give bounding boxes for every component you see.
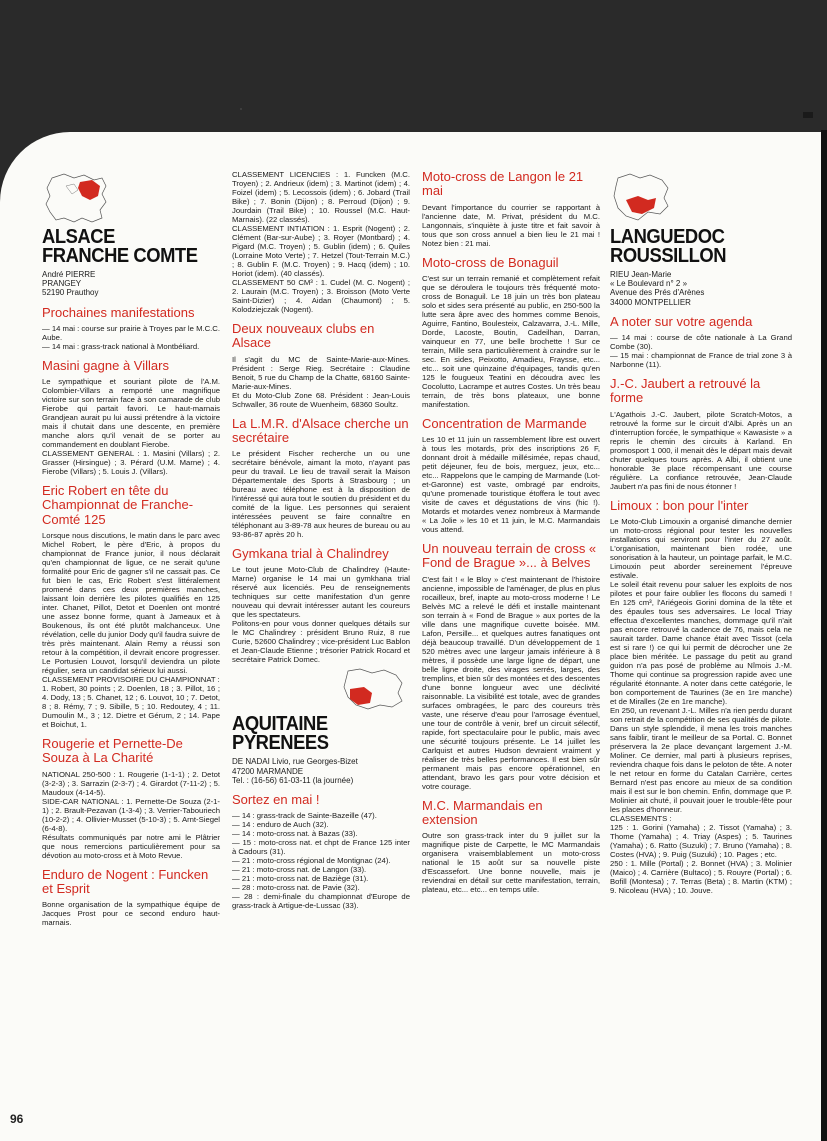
section-heading: Enduro de Nogent : Funcken et Esprit (42, 866, 209, 896)
section-heading: Prochaines manifestations (42, 304, 195, 320)
column-alsace (42, 172, 220, 930)
column-aquitaine (422, 170, 600, 897)
section-heading: Gymkana trial à Chalindrey (232, 546, 389, 562)
article-text: C'est sur un terrain remanié et complètement refait que se déroulera le toujours très fréquenté moto-cross de Bonaguil. Le 18 juin un très bon plateau solo et sides sera présenté au public, en 250-500 la lutte sera âpre avec des hommes comme Benois, Aguirre, Fantino, Boulesteix, Calzavarra, J.-L. Mille, Dorde, Lacoste, Boutin, Cadeilhan, Darran, vainqueur en 77, une belle brochette ! Sur ce terrain, Mille sera particulièrement à craindre sur le sec. En sides, Peixotto, Amadieu, Fraysse, etc... etc... soit une quinzaine d'équipages, tandis qu'en 125 le fougueux Teatini en découdra avec les Cocolutto, Lacrampe et autres Costes. Un très beau terrain, de très bons plateaux, une bonne manifestation. (422, 273, 600, 409)
article-text: C'est fait ! « le Bloy » c'est maintenant de l'histoire ancienne, impossible de l'aménager, de plus en plus rocailleux, bref, inapte au moto-cross moderne ! Le Belvès MC a relevé le défi et installe maintenant son terrain à « Fond de Brague » aux portes de la ville dans une magnifique cuvette boisée. MM. Lafon, Persille... et quelques autres fanatiques ont déjà beaucoup travaillé. D'un développement de 1 520 mètres avec une largeur jamais inférieure à 8 mètres, il possède une large ligne de départ, une belle ligne droite, des virages serrés, larges, des tremplins, et bien sûr des montées et des descentes d'une bonne longueur avec une déclivité raisonnable. La visibilité est totale, avec de grandes surfaces ombragées, le parc des coureurs très vaste, une réserve d'eau pour l'arrosage éventuel, une tour de contrôle à venir, bref un circuit sélectif, rapide, fort spectaculaire pour le public, mais avec une sécurité toujours présente. Le 14 juillet les Carlquist et autres Hudson devraient vraiment y réaliser de très belles performances. Il est bien sûr permanent mais pas encore opérationnel, en attendant, bravo les gars pour votre décision et votre courage. (422, 574, 600, 791)
article-text: — 14 mai : course de côte nationale à La Grand Combe (30). — 15 mai : championnat de France de trial zone 3 à Narbonne (11). (610, 333, 792, 370)
column-alsace-continued (232, 170, 410, 913)
correspondent-address: DE NADAI Livio, rue Georges-Bizet 47200 MARMANDE Tel. : (16-56) 61-03-11 (la journée) (232, 757, 358, 785)
article-text: Lorsque nous discutions, le matin dans le parc avec Michel Robert, le père d'Eric, à propos du championnat de France junior, il nous déclarait qu'en championnat de ligue, ce ne serait qu'une formalité pour Eric de gagner s'il ne cassait pas. Ce fut bien le cas, Eric Robert s'est littéralement promené dans ces deux premières manches, laissant loin derrière les pilotes qualifiés en 125 inter. Chanet, Pillot, Detot et Doenlen ont montré une assez bonne forme, quant à Jameaux et à Boukenous, ils ont été plutôt malchanceux. Une révélation, celle du junior Dody qu'il faudra suivre de très près maintenant. Alain Remy a réussi son retour à la compétition, il devrait encore progresser. Le Portusien Louvot, lorsqu'il deviendra un pilote régulier, sera un candidat sérieux lui aussi. CLASSEMENT PROVISOIRE DU CHAMPIONNAT : 1. Robert, 30 points ; 2. Doenlen, 18 ; 3. Pillot, 16 ; 4. Dody, 13 ; 5. Chanet, 12 ; 6. Louvot, 10 ; 7. Detot, 8 ; 8. Rémy, 7 ; 9. Sibille, 5 ; 10. Redoutey, 4 ; 11. Dumoulin M., 3 ; 12. Dietre et Gérum, 2 ; 14. Pape et Boichut, 1. (42, 531, 220, 730)
alsace-map-icon (44, 172, 110, 224)
article-text: Le tout jeune Moto-Club de Chalindrey (Haute-Marne) organise le 14 mai un gymkhana trial réservé aux licenciés. Peu de renseignements techniques sur cette manifestation d'un genre nouveau qui devrait intéresser autant les coureurs que les spectateurs. Politons-en pour vous donner quelques détails sur le MC Chalindrey : président Bruno Ruiz, 8 rue Curie, 52600 Chalindrey ; vice-président Luc Bablon et Jean-Claude Etienne ; trésorier Patrick Rocard et secrétaire Patrick Domec. (232, 565, 410, 665)
column-languedoc (610, 172, 792, 898)
article-text: — 14 : grass-track de Sainte-Bazeille (47). — 14 : enduro de Auch (32). — 14 : moto-cross nat. à Bazas (33). — 15 : moto-cross nat. et chpt de France 125 inter à Cadours (31). — 21 : moto-cross régional de Montignac (24). — 21 : moto-cross nat. de Langon (33). — 21 : moto-cross nat. de Baziège (31). — 28 : moto-cross nat. de Pavie (32). — 28 : demi-finale du championnat d'Europe de grass-track à Artigue-de-Lussac (33). (232, 811, 410, 911)
aquitaine-map-icon (342, 667, 406, 711)
article-text: Le Moto-Club Limouxin a organisé dimanche dernier un moto-cross régional pour tester les nouvelles installations qui serviront pour l'inter du 27 août. L'organisation, maintenant bien rodée, une sonorisation à la hauteur, un pointage parfait, le M.C. Limouxin peut aborder sereinement l'épreuve estivale. Le soleil était revenu pour saluer les exploits de nos pilotes et pour faire oublier les flocons du samedi ! En 125 cm³, l'Ariégeois Gorini domina de la tête et des épaules tous ses adversaires. Le local Triay effectua d'excellentes manches, dommage qu'il n'ait pas encore retrouvé la cadence de 76, mais cela ne saurait tarder. Dame chance était avec Tissot (cela est si rare !) ce qui lui permit de décrocher une 2e place bien méritée. Le passage du petit au grand guidon n'a pas posé de problème au Nîmois J.-M. Thome qui continue sa progression rapide avec une régularité étonnante. A noter dans cette catégorie, le bon comportement de Taurines (3e en 1re manche) et de Miralles (2e en 1re manche). En 250, un revenant J.-L. Milles n'a rien perdu durant son retrait de la compétition de ses qualités de pilote. Dans un style splendide, il mena les trois manches sans faiblir, tirant le meilleur de sa Portal. C. Bonnet préservera la 2e place devançant largement J.-M. Moliner. Ce dernier, mal parti à plusieurs reprises, reviendra chaque fois dans le peloton de tête. A noter le net retour en forme du Catalan Carrière, certes Bernard n'est pas encore au mieux de sa condition mais il est sur le bon chemin. Enfin, dommage que P. Molinier ait chuté, il pouvait jouer le trouble-fête pour les places d'honneur. CLASSEMENTS : 125 : 1. Gorini (Yamaha) ; 2. Tissot (Yamaha) ; 3. Thome (Yamaha) ; 4. Triay (Aspes) ; 5. Taurines (Yamaha) ; 6. Ratto (Suzuki) ; 7. Bruno (Yamaha) ; 8. Costes (HVA) ; 9. Puig (Suzuki) ; 10. Pages ; etc. 250 : 1. Mille (Portal) ; 2. Bonnet (HVA) ; 3. Molinier (Maico) ; 4. Carrière (Bultaco) ; 5. Rouyre (Portal) ; 6. Bofill (Montesa) ; 7. Terras (Beta) ; 8. Martin (KTM) ; 9. Nicoleau (HVA) ; 10. Jouve. (610, 516, 792, 895)
section-heading: Sortez en mai ! (232, 792, 320, 808)
article-text: Devant l'importance du courrier se rapportant à l'ancienne date, M. Privat, président du M.C. Langonnais, s'inquiète à juste titre et fait savoir à tous que son cross annuel a bien lieu le 21 mai ! Notez bien : 21 mai. (422, 202, 600, 248)
article-text: — 14 mai : course sur prairie à Troyes par le M.C.C. Aube. — 14 mai : grass-track national à Montbéliard. (42, 323, 220, 351)
region-title: AQUITAINE PYRENEES (232, 713, 329, 755)
page-number: 96 (10, 1112, 24, 1126)
section-heading: Concentration de Marmande (422, 415, 587, 431)
section-heading: Limoux : bon pour l'inter (610, 497, 749, 513)
section-heading: A noter sur votre agenda (610, 313, 753, 329)
section-heading: Moto-cross de Bonaguil (422, 254, 559, 270)
correspondent-address: André PIERRE PRANGEY 52190 Prauthoy (42, 270, 99, 298)
languedoc-map-icon (612, 172, 672, 224)
section-heading: Moto-cross de Langon le 21 mai (422, 169, 584, 199)
section-heading: J.-C. Jaubert a retrouvé la forme (610, 376, 761, 406)
article-text: Il s'agit du MC de Sainte-Marie-aux-Mines. Président : Serge Rieg. Secrétaire : Claudine Benoit, 5 rue du Champ de la Chatte, 68160 Sainte-Marie-aux-Mines. Et du Moto-Club Zone 68. Président : Jean-Louis Schwaller, 36 route de Wuenheim, 68360 Soultz. (232, 354, 410, 409)
region-title: ALSACE FRANCHE COMTE (42, 226, 198, 267)
section-heading: Eric Robert en tête du Championnat de Franche-Comté 125 (42, 483, 194, 527)
article-text: NATIONAL 250-500 : 1. Rougerie (1-1-1) ; 2. Detot (3-2-3) ; 3. Sarrazin (2-3-7) ; 4. Girardot (7-11-2) ; 5. Maudoux (4-14-5). SIDE-CAR NATIONAL : 1. Pernette-De Souza (2-1-1) ; 2. Brault-Pezavan (1-3-4) ; 3. Verrier-Tabouriech (10-2-2) ; 4. Ollivier-Musset (5-10-3) ; 5. Arnt-Siegel (6-4-8). Résultats communiqués par notre ami le Plâtrier que nous remercions particulièrement pour sa dévotion au moto-cross et à Moto Revue. (42, 769, 220, 860)
region-title: LANGUEDOC ROUSSILLON (610, 226, 727, 267)
article-text: L'Agathois J.-C. Jaubert, pilote Scratch-Motos, a retrouvé la forme sur le circuit d'Albi. Après un an d'interruption forcée, le sympathique « Kawasiste » a repris le chemin des circuits à Karland. En promosport 1 000, il menait dès le départ mais devait chuter quelques tours après. A Albi, il obtient une honorable 3e place récompensant une course régulière. La confiance retrouvée, Jean-Claude Jaubert n'a pas fini de nous étonner ! (610, 409, 792, 491)
section-heading: La L.M.R. d'Alsace cherche un secrétaire (232, 415, 409, 445)
correspondent-address: RIEU Jean-Marie « Le Boulevard n° 2 » Avenue des Prés d'Arènes 34000 MONTPELLIER (610, 270, 705, 307)
corner-mark (803, 112, 813, 118)
section-heading: Masini gagne à Villars (42, 357, 169, 373)
section-heading: Deux nouveaux clubs en Alsace (232, 321, 375, 351)
section-heading: M.C. Marmandais en extension (422, 797, 543, 828)
speck (240, 108, 242, 110)
section-heading: Rougerie et Pernette-De Souza à La Charité (42, 736, 183, 766)
page-edge (821, 130, 827, 1141)
article-text: Le sympathique et souriant pilote de l'A.M. Colombier-Villars a remporté une magnifique victoire sur son terrain face à son camarade de club Fierobe qui partait favori. Le haut-marnais Grandjean aurait pu lui aussi prétendre à la victoire mais il chutait dans une descente, en première manche alors qu'il venait de se porter au commandement en doublant Fierobe. CLASSEMENT GENERAL : 1. Masini (Villars) ; 2. Grasser (Hirsingue) ; 3. Pérard (U.M. Marne) ; 4. Fierobe (Villars) ; 5. Louis J. (Villars). (42, 377, 220, 477)
article-text: Le président Fischer recherche un ou une secrétaire bénévole, aimant la moto, n'ayant pas peur du travail. Le lieu de travail serait la Maison Départementale des Sports à Strasbourg ; un bureau avec téléphone est à la disposition de l'intéressé qui aura tout le soutien du président et du comité de la ligue. Les personnes qui seraient intéressées peuvent se faire connaître en téléphonant au 3-89-78 aux heures de bureau ou au 93-86-87 après 20 h. (232, 449, 410, 540)
article-text: Outre son grass-track inter du 9 juillet sur la magnifique piste de Carpette, le MC Marmandais organisera vraisemblablement un moto-cross national le 15 août sur sa nouvelle piste d'Escassefort. Une bonne nouvelle, mais je reviendrai en détail sur cette manifestation, terrain, plateau, etc... etc... en temps utile. (422, 831, 600, 895)
article-text: CLASSEMENT LICENCIES : 1. Funcken (M.C. Troyen) ; 2. Andrieux (idem) ; 3. Martinot (idem) ; 4. Foizel (idem) ; 5. Lecossois (idem) ; 6. Jobard (Trail Bike) ; 7. Bonin (Dijon) ; 8. Perroud (Dijon) ; 9. Jourdain (Trail Bike) ; 10. Roussel (M.C. Haut-Marnais). (22 classés). CLASSEMENT INTIATION : 1. Esprit (Nogent) ; 2. Clément (Bar-sur-Aube) ; 3. Royer (Montbard) ; 4. Pigard (M.C. Troyen) ; 5. Gublin (idem) ; 6. Quiles (Lorraine Moto Verte) ; 7. Hetzel (Tout-Terrain M.C.) ; 8. Gublin F. (M.C. Troyen) ; 9. Hacq (idem) ; 10. Horiot (idem). (40 classés). CLASSEMENT 50 CM³ : 1. Cudel (M. C. Nogent) ; 2. Laurain (M.C. Troyen) ; 3. Broisson (Moto Verte Saint-Dizier) ; 4. Aidan (Chaumont) ; 5. Kolodziejczak (Nogent). (232, 170, 410, 314)
article-text: Les 10 et 11 juin un rassemblement libre est ouvert à tous les motards, prix des inscriptions 26 F, donnant droit à médaille millésimée, repas chaud, petit déjeuner, feu de bois, merguez, jeux, etc... etc... Rappelons que le camping de Marmande (Lot-et-Garonne) est vaste, ombragé par endroits, qu'une promenade touristique étoffera le tout avec visite de caves et dégustations de vins (hic !). Motards et motardes venez nombreux à Marmande « La Jolie » les 10 et 11 juin, le M.C. Marmandais vous attend. (422, 435, 600, 535)
section-heading: Un nouveau terrain de cross « Fond de Brague »... à Belves (422, 541, 597, 571)
article-text: Bonne organisation de la sympathique équipe de Jacques Prost pour ce second enduro haut-marnais. (42, 900, 220, 928)
